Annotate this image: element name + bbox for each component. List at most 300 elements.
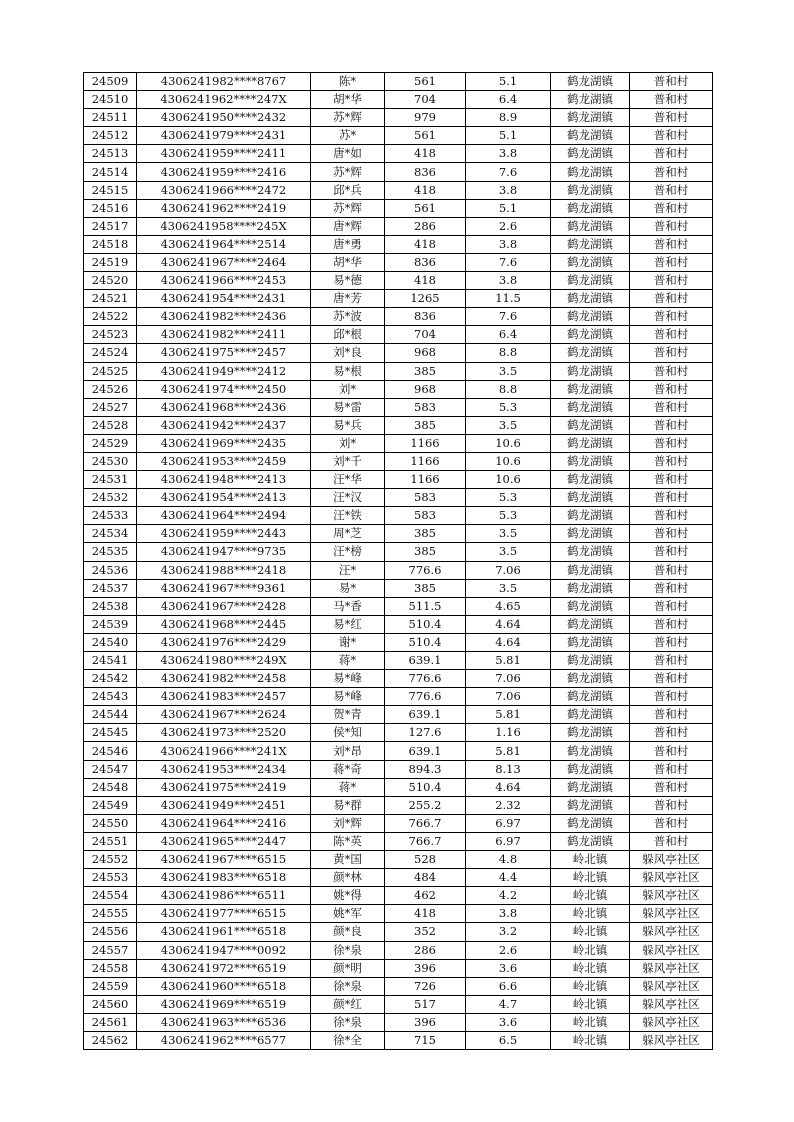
table-row xyxy=(84,308,713,326)
village-cell: 普和村 xyxy=(630,452,713,470)
quantity-cell: 5.81 xyxy=(466,742,551,760)
village-cell: 普和村 xyxy=(630,670,713,688)
name-cell: 汪*铁 xyxy=(311,507,385,525)
quantity-cell: 7.06 xyxy=(466,688,551,706)
table-row xyxy=(84,688,713,706)
table-row xyxy=(84,73,713,91)
town-cell: 岭北镇 xyxy=(551,905,630,923)
name-cell: 颜*林 xyxy=(311,869,385,887)
id-number-cell: 4306241982****8767 xyxy=(137,73,311,91)
id-number-cell: 4306241975****2419 xyxy=(137,778,311,796)
quantity-cell: 3.5 xyxy=(466,579,551,597)
town-cell: 鹤龙湖镇 xyxy=(551,814,630,832)
village-cell: 普和村 xyxy=(630,507,713,525)
quantity-cell: 4.7 xyxy=(466,995,551,1013)
name-cell: 刘*良 xyxy=(311,344,385,362)
row-number-cell: 24557 xyxy=(84,941,137,959)
quantity-cell: 7.6 xyxy=(466,163,551,181)
name-cell: 苏*辉 xyxy=(311,199,385,217)
row-number-cell: 24535 xyxy=(84,543,137,561)
table-row xyxy=(84,579,713,597)
name-cell: 胡*华 xyxy=(311,91,385,109)
table-row xyxy=(84,471,713,489)
amount-cell: 894.3 xyxy=(385,760,466,778)
name-cell: 易*根 xyxy=(311,362,385,380)
quantity-cell: 6.97 xyxy=(466,832,551,850)
amount-cell: 385 xyxy=(385,416,466,434)
town-cell: 鹤龙湖镇 xyxy=(551,326,630,344)
town-cell: 鹤龙湖镇 xyxy=(551,308,630,326)
village-cell: 普和村 xyxy=(630,344,713,362)
table-row xyxy=(84,109,713,127)
amount-cell: 766.7 xyxy=(385,832,466,850)
id-number-cell: 4306241988****2418 xyxy=(137,561,311,579)
row-number-cell: 24545 xyxy=(84,724,137,742)
name-cell: 马*香 xyxy=(311,597,385,615)
town-cell: 鹤龙湖镇 xyxy=(551,489,630,507)
town-cell: 鹤龙湖镇 xyxy=(551,452,630,470)
amount-cell: 583 xyxy=(385,398,466,416)
id-number-cell: 4306241986****6511 xyxy=(137,887,311,905)
village-cell: 普和村 xyxy=(630,73,713,91)
row-number-cell: 24520 xyxy=(84,272,137,290)
id-number-cell: 4306241975****2457 xyxy=(137,344,311,362)
quantity-cell: 6.6 xyxy=(466,977,551,995)
village-cell: 普和村 xyxy=(630,796,713,814)
town-cell: 岭北镇 xyxy=(551,887,630,905)
amount-cell: 836 xyxy=(385,163,466,181)
row-number-cell: 24522 xyxy=(84,308,137,326)
id-number-cell: 4306241947****0092 xyxy=(137,941,311,959)
amount-cell: 255.2 xyxy=(385,796,466,814)
name-cell: 刘*千 xyxy=(311,452,385,470)
id-number-cell: 4306241961****6518 xyxy=(137,923,311,941)
town-cell: 鹤龙湖镇 xyxy=(551,597,630,615)
id-number-cell: 4306241965****2447 xyxy=(137,832,311,850)
amount-cell: 286 xyxy=(385,217,466,235)
id-number-cell: 4306241966****2453 xyxy=(137,272,311,290)
table-row xyxy=(84,778,713,796)
id-number-cell: 4306241962****247X xyxy=(137,91,311,109)
amount-cell: 484 xyxy=(385,869,466,887)
town-cell: 鹤龙湖镇 xyxy=(551,253,630,271)
row-number-cell: 24562 xyxy=(84,1031,137,1049)
quantity-cell: 5.1 xyxy=(466,73,551,91)
name-cell: 姚*得 xyxy=(311,887,385,905)
town-cell: 鹤龙湖镇 xyxy=(551,832,630,850)
quantity-cell: 5.81 xyxy=(466,706,551,724)
amount-cell: 1166 xyxy=(385,434,466,452)
town-cell: 鹤龙湖镇 xyxy=(551,272,630,290)
village-cell: 普和村 xyxy=(630,652,713,670)
village-cell: 普和村 xyxy=(630,308,713,326)
town-cell: 鹤龙湖镇 xyxy=(551,670,630,688)
table-row xyxy=(84,796,713,814)
town-cell: 鹤龙湖镇 xyxy=(551,633,630,651)
name-cell: 徐*全 xyxy=(311,1031,385,1049)
row-number-cell: 24531 xyxy=(84,471,137,489)
amount-cell: 968 xyxy=(385,380,466,398)
amount-cell: 715 xyxy=(385,1031,466,1049)
amount-cell: 704 xyxy=(385,91,466,109)
id-number-cell: 4306241964****2416 xyxy=(137,814,311,832)
village-cell: 普和村 xyxy=(630,525,713,543)
row-number-cell: 24541 xyxy=(84,652,137,670)
village-cell: 普和村 xyxy=(630,199,713,217)
name-cell: 颜*良 xyxy=(311,923,385,941)
row-number-cell: 24538 xyxy=(84,597,137,615)
quantity-cell: 2.6 xyxy=(466,217,551,235)
id-number-cell: 4306241963****6536 xyxy=(137,1013,311,1031)
row-number-cell: 24552 xyxy=(84,851,137,869)
village-cell: 躲风亭社区 xyxy=(630,1013,713,1031)
table-row xyxy=(84,452,713,470)
amount-cell: 510.4 xyxy=(385,615,466,633)
name-cell: 汪*华 xyxy=(311,471,385,489)
town-cell: 鹤龙湖镇 xyxy=(551,380,630,398)
town-cell: 岭北镇 xyxy=(551,941,630,959)
name-cell: 易*群 xyxy=(311,796,385,814)
row-number-cell: 24537 xyxy=(84,579,137,597)
row-number-cell: 24528 xyxy=(84,416,137,434)
name-cell: 陈* xyxy=(311,73,385,91)
row-number-cell: 24525 xyxy=(84,362,137,380)
id-number-cell: 4306241967****2624 xyxy=(137,706,311,724)
id-number-cell: 4306241964****2514 xyxy=(137,235,311,253)
village-cell: 普和村 xyxy=(630,706,713,724)
name-cell: 陈*英 xyxy=(311,832,385,850)
name-cell: 黄*国 xyxy=(311,851,385,869)
row-number-cell: 24516 xyxy=(84,199,137,217)
table-row xyxy=(84,253,713,271)
amount-cell: 511.5 xyxy=(385,597,466,615)
table-row xyxy=(84,199,713,217)
row-number-cell: 24511 xyxy=(84,109,137,127)
name-cell: 颜*明 xyxy=(311,959,385,977)
town-cell: 鹤龙湖镇 xyxy=(551,525,630,543)
table-row xyxy=(84,398,713,416)
quantity-cell: 3.8 xyxy=(466,145,551,163)
row-number-cell: 24542 xyxy=(84,670,137,688)
row-number-cell: 24512 xyxy=(84,127,137,145)
village-cell: 普和村 xyxy=(630,416,713,434)
amount-cell: 776.6 xyxy=(385,561,466,579)
id-number-cell: 4306241976****2429 xyxy=(137,633,311,651)
amount-cell: 385 xyxy=(385,525,466,543)
table-row xyxy=(84,235,713,253)
quantity-cell: 4.64 xyxy=(466,615,551,633)
amount-cell: 583 xyxy=(385,507,466,525)
quantity-cell: 4.64 xyxy=(466,778,551,796)
town-cell: 鹤龙湖镇 xyxy=(551,199,630,217)
id-number-cell: 4306241983****2457 xyxy=(137,688,311,706)
town-cell: 岭北镇 xyxy=(551,869,630,887)
quantity-cell: 4.4 xyxy=(466,869,551,887)
name-cell: 汪*榜 xyxy=(311,543,385,561)
name-cell: 邱*兵 xyxy=(311,181,385,199)
name-cell: 刘* xyxy=(311,434,385,452)
amount-cell: 704 xyxy=(385,326,466,344)
table-row xyxy=(84,344,713,362)
row-number-cell: 24514 xyxy=(84,163,137,181)
id-number-cell: 4306241969****6519 xyxy=(137,995,311,1013)
id-number-cell: 4306241967****2464 xyxy=(137,253,311,271)
village-cell: 普和村 xyxy=(630,235,713,253)
id-number-cell: 4306241967****9361 xyxy=(137,579,311,597)
id-number-cell: 4306241967****2428 xyxy=(137,597,311,615)
row-number-cell: 24560 xyxy=(84,995,137,1013)
table-row xyxy=(84,706,713,724)
table-row xyxy=(84,416,713,434)
id-number-cell: 4306241953****2459 xyxy=(137,452,311,470)
quantity-cell: 3.6 xyxy=(466,1013,551,1031)
town-cell: 鹤龙湖镇 xyxy=(551,235,630,253)
town-cell: 鹤龙湖镇 xyxy=(551,434,630,452)
name-cell: 汪* xyxy=(311,561,385,579)
row-number-cell: 24540 xyxy=(84,633,137,651)
town-cell: 鹤龙湖镇 xyxy=(551,652,630,670)
amount-cell: 352 xyxy=(385,923,466,941)
id-number-cell: 4306241942****2437 xyxy=(137,416,311,434)
town-cell: 鹤龙湖镇 xyxy=(551,778,630,796)
row-number-cell: 24559 xyxy=(84,977,137,995)
name-cell: 邱*根 xyxy=(311,326,385,344)
name-cell: 侯*知 xyxy=(311,724,385,742)
village-cell: 普和村 xyxy=(630,127,713,145)
village-cell: 普和村 xyxy=(630,109,713,127)
records-table xyxy=(83,72,713,1050)
village-cell: 普和村 xyxy=(630,615,713,633)
village-cell: 躲风亭社区 xyxy=(630,905,713,923)
name-cell: 苏*辉 xyxy=(311,109,385,127)
town-cell: 岭北镇 xyxy=(551,995,630,1013)
village-cell: 普和村 xyxy=(630,217,713,235)
table-row xyxy=(84,1031,713,1049)
id-number-cell: 4306241980****249X xyxy=(137,652,311,670)
quantity-cell: 3.8 xyxy=(466,905,551,923)
quantity-cell: 7.6 xyxy=(466,308,551,326)
table-row xyxy=(84,507,713,525)
id-number-cell: 4306241973****2520 xyxy=(137,724,311,742)
quantity-cell: 3.8 xyxy=(466,272,551,290)
amount-cell: 583 xyxy=(385,489,466,507)
id-number-cell: 4306241953****2434 xyxy=(137,760,311,778)
amount-cell: 1166 xyxy=(385,471,466,489)
id-number-cell: 4306241960****6518 xyxy=(137,977,311,995)
row-number-cell: 24526 xyxy=(84,380,137,398)
name-cell: 易*雷 xyxy=(311,398,385,416)
name-cell: 徐*泉 xyxy=(311,941,385,959)
table-row xyxy=(84,91,713,109)
quantity-cell: 3.6 xyxy=(466,959,551,977)
name-cell: 颜*红 xyxy=(311,995,385,1013)
row-number-cell: 24515 xyxy=(84,181,137,199)
town-cell: 鹤龙湖镇 xyxy=(551,724,630,742)
row-number-cell: 24523 xyxy=(84,326,137,344)
quantity-cell: 5.3 xyxy=(466,489,551,507)
quantity-cell: 2.6 xyxy=(466,941,551,959)
village-cell: 躲风亭社区 xyxy=(630,869,713,887)
name-cell: 刘* xyxy=(311,380,385,398)
row-number-cell: 24529 xyxy=(84,434,137,452)
id-number-cell: 4306241959****2411 xyxy=(137,145,311,163)
amount-cell: 561 xyxy=(385,73,466,91)
amount-cell: 979 xyxy=(385,109,466,127)
amount-cell: 418 xyxy=(385,905,466,923)
village-cell: 普和村 xyxy=(630,543,713,561)
name-cell: 易* xyxy=(311,579,385,597)
quantity-cell: 3.5 xyxy=(466,362,551,380)
town-cell: 鹤龙湖镇 xyxy=(551,362,630,380)
table-row xyxy=(84,633,713,651)
row-number-cell: 24510 xyxy=(84,91,137,109)
table-row xyxy=(84,760,713,778)
quantity-cell: 6.5 xyxy=(466,1031,551,1049)
table-row xyxy=(84,181,713,199)
name-cell: 胡*华 xyxy=(311,253,385,271)
table-row xyxy=(84,1013,713,1031)
village-cell: 普和村 xyxy=(630,579,713,597)
name-cell: 唐*勇 xyxy=(311,235,385,253)
amount-cell: 836 xyxy=(385,253,466,271)
town-cell: 鹤龙湖镇 xyxy=(551,344,630,362)
town-cell: 鹤龙湖镇 xyxy=(551,688,630,706)
table-row xyxy=(84,380,713,398)
town-cell: 鹤龙湖镇 xyxy=(551,706,630,724)
amount-cell: 1166 xyxy=(385,452,466,470)
amount-cell: 776.6 xyxy=(385,688,466,706)
quantity-cell: 7.6 xyxy=(466,253,551,271)
name-cell: 蒋*奇 xyxy=(311,760,385,778)
table-row xyxy=(84,941,713,959)
id-number-cell: 4306241968****2445 xyxy=(137,615,311,633)
quantity-cell: 5.3 xyxy=(466,507,551,525)
row-number-cell: 24561 xyxy=(84,1013,137,1031)
quantity-cell: 4.65 xyxy=(466,597,551,615)
village-cell: 普和村 xyxy=(630,434,713,452)
id-number-cell: 4306241977****6515 xyxy=(137,905,311,923)
quantity-cell: 8.13 xyxy=(466,760,551,778)
village-cell: 躲风亭社区 xyxy=(630,995,713,1013)
row-number-cell: 24556 xyxy=(84,923,137,941)
row-number-cell: 24527 xyxy=(84,398,137,416)
table-row xyxy=(84,597,713,615)
village-cell: 普和村 xyxy=(630,91,713,109)
village-cell: 躲风亭社区 xyxy=(630,851,713,869)
quantity-cell: 2.32 xyxy=(466,796,551,814)
table-row xyxy=(84,362,713,380)
town-cell: 鹤龙湖镇 xyxy=(551,543,630,561)
quantity-cell: 4.2 xyxy=(466,887,551,905)
amount-cell: 766.7 xyxy=(385,814,466,832)
row-number-cell: 24558 xyxy=(84,959,137,977)
quantity-cell: 7.06 xyxy=(466,670,551,688)
town-cell: 岭北镇 xyxy=(551,851,630,869)
name-cell: 苏*辉 xyxy=(311,163,385,181)
village-cell: 躲风亭社区 xyxy=(630,959,713,977)
table-row xyxy=(84,489,713,507)
table-row xyxy=(84,724,713,742)
id-number-cell: 4306241983****6518 xyxy=(137,869,311,887)
village-cell: 普和村 xyxy=(630,688,713,706)
town-cell: 鹤龙湖镇 xyxy=(551,145,630,163)
id-number-cell: 4306241966****241X xyxy=(137,742,311,760)
table-row xyxy=(84,652,713,670)
quantity-cell: 3.8 xyxy=(466,235,551,253)
name-cell: 唐*芳 xyxy=(311,290,385,308)
amount-cell: 286 xyxy=(385,941,466,959)
id-number-cell: 4306241947****9735 xyxy=(137,543,311,561)
table-row xyxy=(84,145,713,163)
town-cell: 岭北镇 xyxy=(551,1031,630,1049)
town-cell: 鹤龙湖镇 xyxy=(551,398,630,416)
amount-cell: 127.6 xyxy=(385,724,466,742)
amount-cell: 385 xyxy=(385,362,466,380)
village-cell: 普和村 xyxy=(630,561,713,579)
name-cell: 贺*青 xyxy=(311,706,385,724)
row-number-cell: 24553 xyxy=(84,869,137,887)
row-number-cell: 24539 xyxy=(84,615,137,633)
amount-cell: 510.4 xyxy=(385,778,466,796)
village-cell: 普和村 xyxy=(630,362,713,380)
id-number-cell: 4306241972****6519 xyxy=(137,959,311,977)
quantity-cell: 6.4 xyxy=(466,326,551,344)
table-row xyxy=(84,127,713,145)
name-cell: 刘*辉 xyxy=(311,814,385,832)
quantity-cell: 5.81 xyxy=(466,652,551,670)
table-row xyxy=(84,525,713,543)
name-cell: 易*峰 xyxy=(311,688,385,706)
row-number-cell: 24549 xyxy=(84,796,137,814)
row-number-cell: 24544 xyxy=(84,706,137,724)
amount-cell: 418 xyxy=(385,145,466,163)
row-number-cell: 24519 xyxy=(84,253,137,271)
village-cell: 普和村 xyxy=(630,326,713,344)
table-row xyxy=(84,832,713,850)
village-cell: 普和村 xyxy=(630,145,713,163)
amount-cell: 418 xyxy=(385,235,466,253)
table-row xyxy=(84,905,713,923)
row-number-cell: 24513 xyxy=(84,145,137,163)
village-cell: 躲风亭社区 xyxy=(630,941,713,959)
name-cell: 徐*泉 xyxy=(311,977,385,995)
amount-cell: 462 xyxy=(385,887,466,905)
quantity-cell: 6.4 xyxy=(466,91,551,109)
name-cell: 蒋* xyxy=(311,652,385,670)
id-number-cell: 4306241979****2431 xyxy=(137,127,311,145)
town-cell: 鹤龙湖镇 xyxy=(551,742,630,760)
quantity-cell: 5.1 xyxy=(466,199,551,217)
village-cell: 普和村 xyxy=(630,471,713,489)
amount-cell: 776.6 xyxy=(385,670,466,688)
amount-cell: 561 xyxy=(385,127,466,145)
row-number-cell: 24530 xyxy=(84,452,137,470)
amount-cell: 418 xyxy=(385,272,466,290)
table-row xyxy=(84,814,713,832)
village-cell: 躲风亭社区 xyxy=(630,887,713,905)
quantity-cell: 4.8 xyxy=(466,851,551,869)
amount-cell: 836 xyxy=(385,308,466,326)
row-number-cell: 24521 xyxy=(84,290,137,308)
row-number-cell: 24524 xyxy=(84,344,137,362)
id-number-cell: 4306241982****2458 xyxy=(137,670,311,688)
town-cell: 岭北镇 xyxy=(551,977,630,995)
quantity-cell: 8.8 xyxy=(466,344,551,362)
quantity-cell: 11.5 xyxy=(466,290,551,308)
id-number-cell: 4306241948****2413 xyxy=(137,471,311,489)
quantity-cell: 5.3 xyxy=(466,398,551,416)
amount-cell: 418 xyxy=(385,181,466,199)
